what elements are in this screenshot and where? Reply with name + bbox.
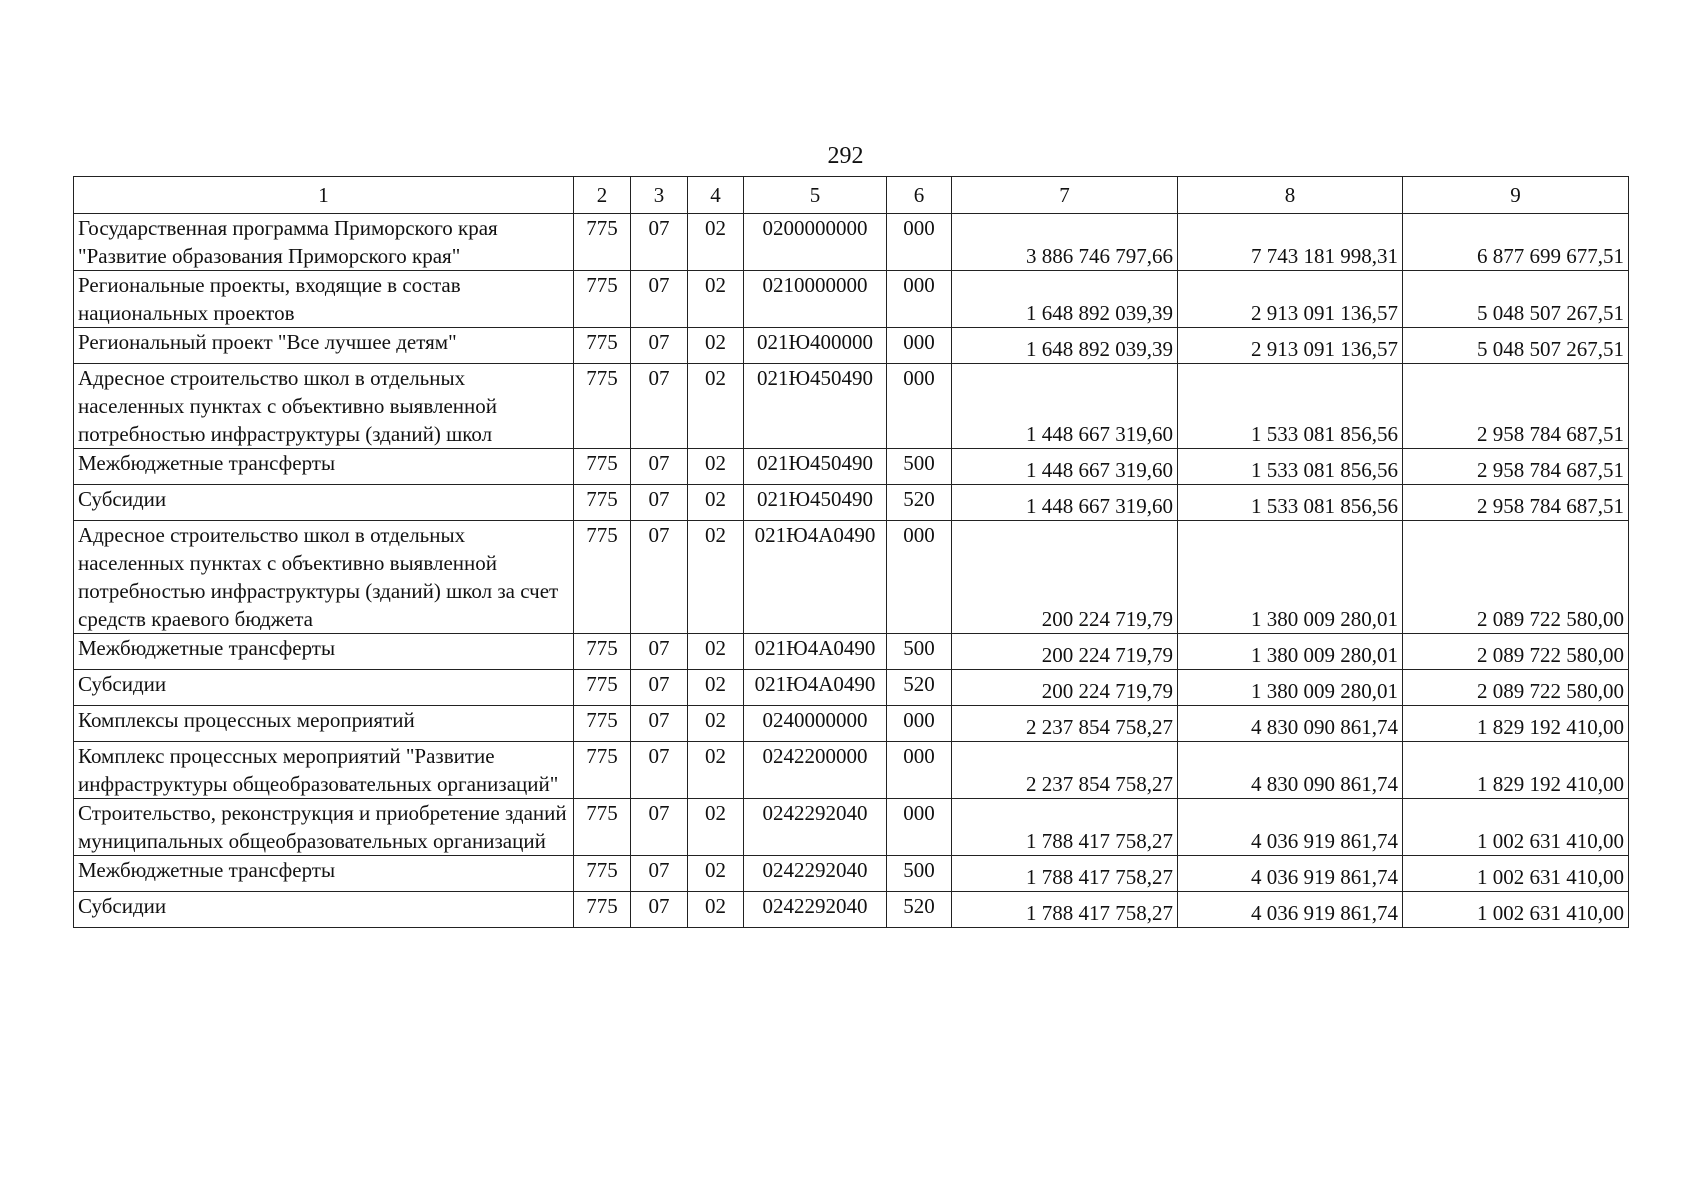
amount-8: 4 830 090 861,74 bbox=[1178, 706, 1403, 742]
amount-9: 2 958 784 687,51 bbox=[1403, 449, 1629, 485]
header-col-4: 4 bbox=[688, 177, 744, 214]
code-4: 02 bbox=[688, 634, 744, 670]
amount-7: 1 788 417 758,27 bbox=[952, 892, 1178, 928]
amount-9: 1 002 631 410,00 bbox=[1403, 892, 1629, 928]
amount-8: 1 533 081 856,56 bbox=[1178, 449, 1403, 485]
code-2: 775 bbox=[574, 670, 631, 706]
amount-7: 200 224 719,79 bbox=[952, 634, 1178, 670]
code-5: 0242200000 bbox=[744, 742, 887, 799]
row-name: Региональный проект "Все лучшее детям" bbox=[74, 328, 574, 364]
amount-7: 1 788 417 758,27 bbox=[952, 799, 1178, 856]
code-3: 07 bbox=[631, 328, 688, 364]
row-name: Субсидии bbox=[74, 670, 574, 706]
code-2: 775 bbox=[574, 892, 631, 928]
amount-9: 1 002 631 410,00 bbox=[1403, 856, 1629, 892]
header-col-5: 5 bbox=[744, 177, 887, 214]
code-5: 0240000000 bbox=[744, 706, 887, 742]
code-5: 0242292040 bbox=[744, 856, 887, 892]
row-name: Строительство, реконструкция и приобретение зданий муниципальных общеобразовательных организаций bbox=[74, 799, 574, 856]
amount-9: 1 829 192 410,00 bbox=[1403, 706, 1629, 742]
row-name: Межбюджетные трансферты bbox=[74, 856, 574, 892]
row-name: Межбюджетные трансферты bbox=[74, 634, 574, 670]
code-5: 0242292040 bbox=[744, 799, 887, 856]
table-row bbox=[74, 214, 1629, 271]
code-5: 021Ю450490 bbox=[744, 449, 887, 485]
code-2: 775 bbox=[574, 485, 631, 521]
row-name: Адресное строительство школ в отдельных населенных пунктах с объективно выявленной потребностью инфраструктуры (зданий) школ за счет средств краевого бюджета bbox=[74, 521, 574, 634]
code-6: 500 bbox=[887, 449, 952, 485]
table-row bbox=[74, 328, 1629, 364]
row-name: Региональные проекты, входящие в состав национальных проектов bbox=[74, 271, 574, 328]
table-row bbox=[74, 742, 1629, 799]
budget-table bbox=[73, 176, 1629, 928]
header-col-1: 1 bbox=[74, 177, 574, 214]
code-2: 775 bbox=[574, 271, 631, 328]
amount-9: 2 089 722 580,00 bbox=[1403, 670, 1629, 706]
amount-9: 2 958 784 687,51 bbox=[1403, 364, 1629, 449]
code-2: 775 bbox=[574, 706, 631, 742]
code-4: 02 bbox=[688, 521, 744, 634]
row-name: Комплексы процессных мероприятий bbox=[74, 706, 574, 742]
code-4: 02 bbox=[688, 214, 744, 271]
code-3: 07 bbox=[631, 521, 688, 634]
page-number: 292 bbox=[827, 143, 864, 169]
row-name: Адресное строительство школ в отдельных населенных пунктах с объективно выявленной потребностью инфраструктуры (зданий) школ bbox=[74, 364, 574, 449]
code-6: 500 bbox=[887, 856, 952, 892]
table-row bbox=[74, 706, 1629, 742]
code-4: 02 bbox=[688, 271, 744, 328]
row-name: Субсидии bbox=[74, 892, 574, 928]
code-3: 07 bbox=[631, 271, 688, 328]
amount-7: 2 237 854 758,27 bbox=[952, 706, 1178, 742]
amount-9: 1 829 192 410,00 bbox=[1403, 742, 1629, 799]
code-4: 02 bbox=[688, 670, 744, 706]
code-4: 02 bbox=[688, 364, 744, 449]
table-row bbox=[74, 449, 1629, 485]
amount-9: 5 048 507 267,51 bbox=[1403, 271, 1629, 328]
row-name: Комплекс процессных мероприятий "Развитие инфраструктуры общеобразовательных организаций" bbox=[74, 742, 574, 799]
code-3: 07 bbox=[631, 706, 688, 742]
amount-7: 1 788 417 758,27 bbox=[952, 856, 1178, 892]
code-3: 07 bbox=[631, 856, 688, 892]
code-6: 000 bbox=[887, 742, 952, 799]
code-6: 000 bbox=[887, 364, 952, 449]
amount-9: 1 002 631 410,00 bbox=[1403, 799, 1629, 856]
header-row bbox=[74, 177, 1629, 214]
code-5: 021Ю450490 bbox=[744, 485, 887, 521]
header-col-9: 9 bbox=[1403, 177, 1629, 214]
code-6: 000 bbox=[887, 706, 952, 742]
amount-8: 2 913 091 136,57 bbox=[1178, 328, 1403, 364]
amount-7: 1 648 892 039,39 bbox=[952, 271, 1178, 328]
code-5: 021Ю4А0490 bbox=[744, 521, 887, 634]
amount-8: 4 036 919 861,74 bbox=[1178, 799, 1403, 856]
amount-8: 1 533 081 856,56 bbox=[1178, 485, 1403, 521]
amount-7: 2 237 854 758,27 bbox=[952, 742, 1178, 799]
code-5: 021Ю450490 bbox=[744, 364, 887, 449]
code-3: 07 bbox=[631, 892, 688, 928]
code-6: 000 bbox=[887, 214, 952, 271]
code-6: 520 bbox=[887, 485, 952, 521]
amount-9: 5 048 507 267,51 bbox=[1403, 328, 1629, 364]
code-6: 500 bbox=[887, 634, 952, 670]
amount-8: 1 533 081 856,56 bbox=[1178, 364, 1403, 449]
code-3: 07 bbox=[631, 485, 688, 521]
amount-7: 200 224 719,79 bbox=[952, 670, 1178, 706]
code-4: 02 bbox=[688, 706, 744, 742]
amount-9: 2 089 722 580,00 bbox=[1403, 634, 1629, 670]
code-3: 07 bbox=[631, 742, 688, 799]
code-4: 02 bbox=[688, 799, 744, 856]
code-2: 775 bbox=[574, 634, 631, 670]
code-5: 0242292040 bbox=[744, 892, 887, 928]
amount-8: 4 036 919 861,74 bbox=[1178, 892, 1403, 928]
table-row bbox=[74, 670, 1629, 706]
table-row bbox=[74, 364, 1629, 449]
code-2: 775 bbox=[574, 449, 631, 485]
amount-8: 1 380 009 280,01 bbox=[1178, 521, 1403, 634]
header-col-6: 6 bbox=[887, 177, 952, 214]
table-row bbox=[74, 485, 1629, 521]
amount-7: 3 886 746 797,66 bbox=[952, 214, 1178, 271]
header-col-7: 7 bbox=[952, 177, 1178, 214]
row-name: Субсидии bbox=[74, 485, 574, 521]
amount-8: 1 380 009 280,01 bbox=[1178, 670, 1403, 706]
code-4: 02 bbox=[688, 742, 744, 799]
table-row bbox=[74, 634, 1629, 670]
code-4: 02 bbox=[688, 856, 744, 892]
amount-8: 7 743 181 998,31 bbox=[1178, 214, 1403, 271]
code-6: 000 bbox=[887, 328, 952, 364]
header-col-8: 8 bbox=[1178, 177, 1403, 214]
code-5: 0200000000 bbox=[744, 214, 887, 271]
table-row bbox=[74, 799, 1629, 856]
code-6: 000 bbox=[887, 271, 952, 328]
code-2: 775 bbox=[574, 742, 631, 799]
table-row bbox=[74, 521, 1629, 634]
code-4: 02 bbox=[688, 485, 744, 521]
header-col-2: 2 bbox=[574, 177, 631, 214]
row-name: Межбюджетные трансферты bbox=[74, 449, 574, 485]
code-4: 02 bbox=[688, 892, 744, 928]
amount-7: 1 448 667 319,60 bbox=[952, 364, 1178, 449]
code-6: 000 bbox=[887, 521, 952, 634]
code-2: 775 bbox=[574, 856, 631, 892]
amount-8: 4 036 919 861,74 bbox=[1178, 856, 1403, 892]
amount-7: 1 448 667 319,60 bbox=[952, 485, 1178, 521]
amount-8: 4 830 090 861,74 bbox=[1178, 742, 1403, 799]
code-5: 021Ю4А0490 bbox=[744, 670, 887, 706]
code-6: 520 bbox=[887, 892, 952, 928]
amount-7: 200 224 719,79 bbox=[952, 521, 1178, 634]
code-2: 775 bbox=[574, 364, 631, 449]
code-3: 07 bbox=[631, 214, 688, 271]
amount-8: 1 380 009 280,01 bbox=[1178, 634, 1403, 670]
code-6: 000 bbox=[887, 799, 952, 856]
amount-9: 6 877 699 677,51 bbox=[1403, 214, 1629, 271]
table-row bbox=[74, 271, 1629, 328]
code-2: 775 bbox=[574, 521, 631, 634]
amount-9: 2 089 722 580,00 bbox=[1403, 521, 1629, 634]
amount-7: 1 648 892 039,39 bbox=[952, 328, 1178, 364]
code-2: 775 bbox=[574, 214, 631, 271]
code-2: 775 bbox=[574, 799, 631, 856]
code-3: 07 bbox=[631, 799, 688, 856]
code-4: 02 bbox=[688, 328, 744, 364]
code-6: 520 bbox=[887, 670, 952, 706]
amount-8: 2 913 091 136,57 bbox=[1178, 271, 1403, 328]
code-3: 07 bbox=[631, 670, 688, 706]
code-3: 07 bbox=[631, 634, 688, 670]
table-row bbox=[74, 892, 1629, 928]
amount-9: 2 958 784 687,51 bbox=[1403, 485, 1629, 521]
table-row bbox=[74, 856, 1629, 892]
code-5: 021Ю400000 bbox=[744, 328, 887, 364]
code-5: 0210000000 bbox=[744, 271, 887, 328]
row-name: Государственная программа Приморского края "Развитие образования Приморского края" bbox=[74, 214, 574, 271]
code-2: 775 bbox=[574, 328, 631, 364]
code-5: 021Ю4А0490 bbox=[744, 634, 887, 670]
code-3: 07 bbox=[631, 449, 688, 485]
header-col-3: 3 bbox=[631, 177, 688, 214]
amount-7: 1 448 667 319,60 bbox=[952, 449, 1178, 485]
code-3: 07 bbox=[631, 364, 688, 449]
code-4: 02 bbox=[688, 449, 744, 485]
